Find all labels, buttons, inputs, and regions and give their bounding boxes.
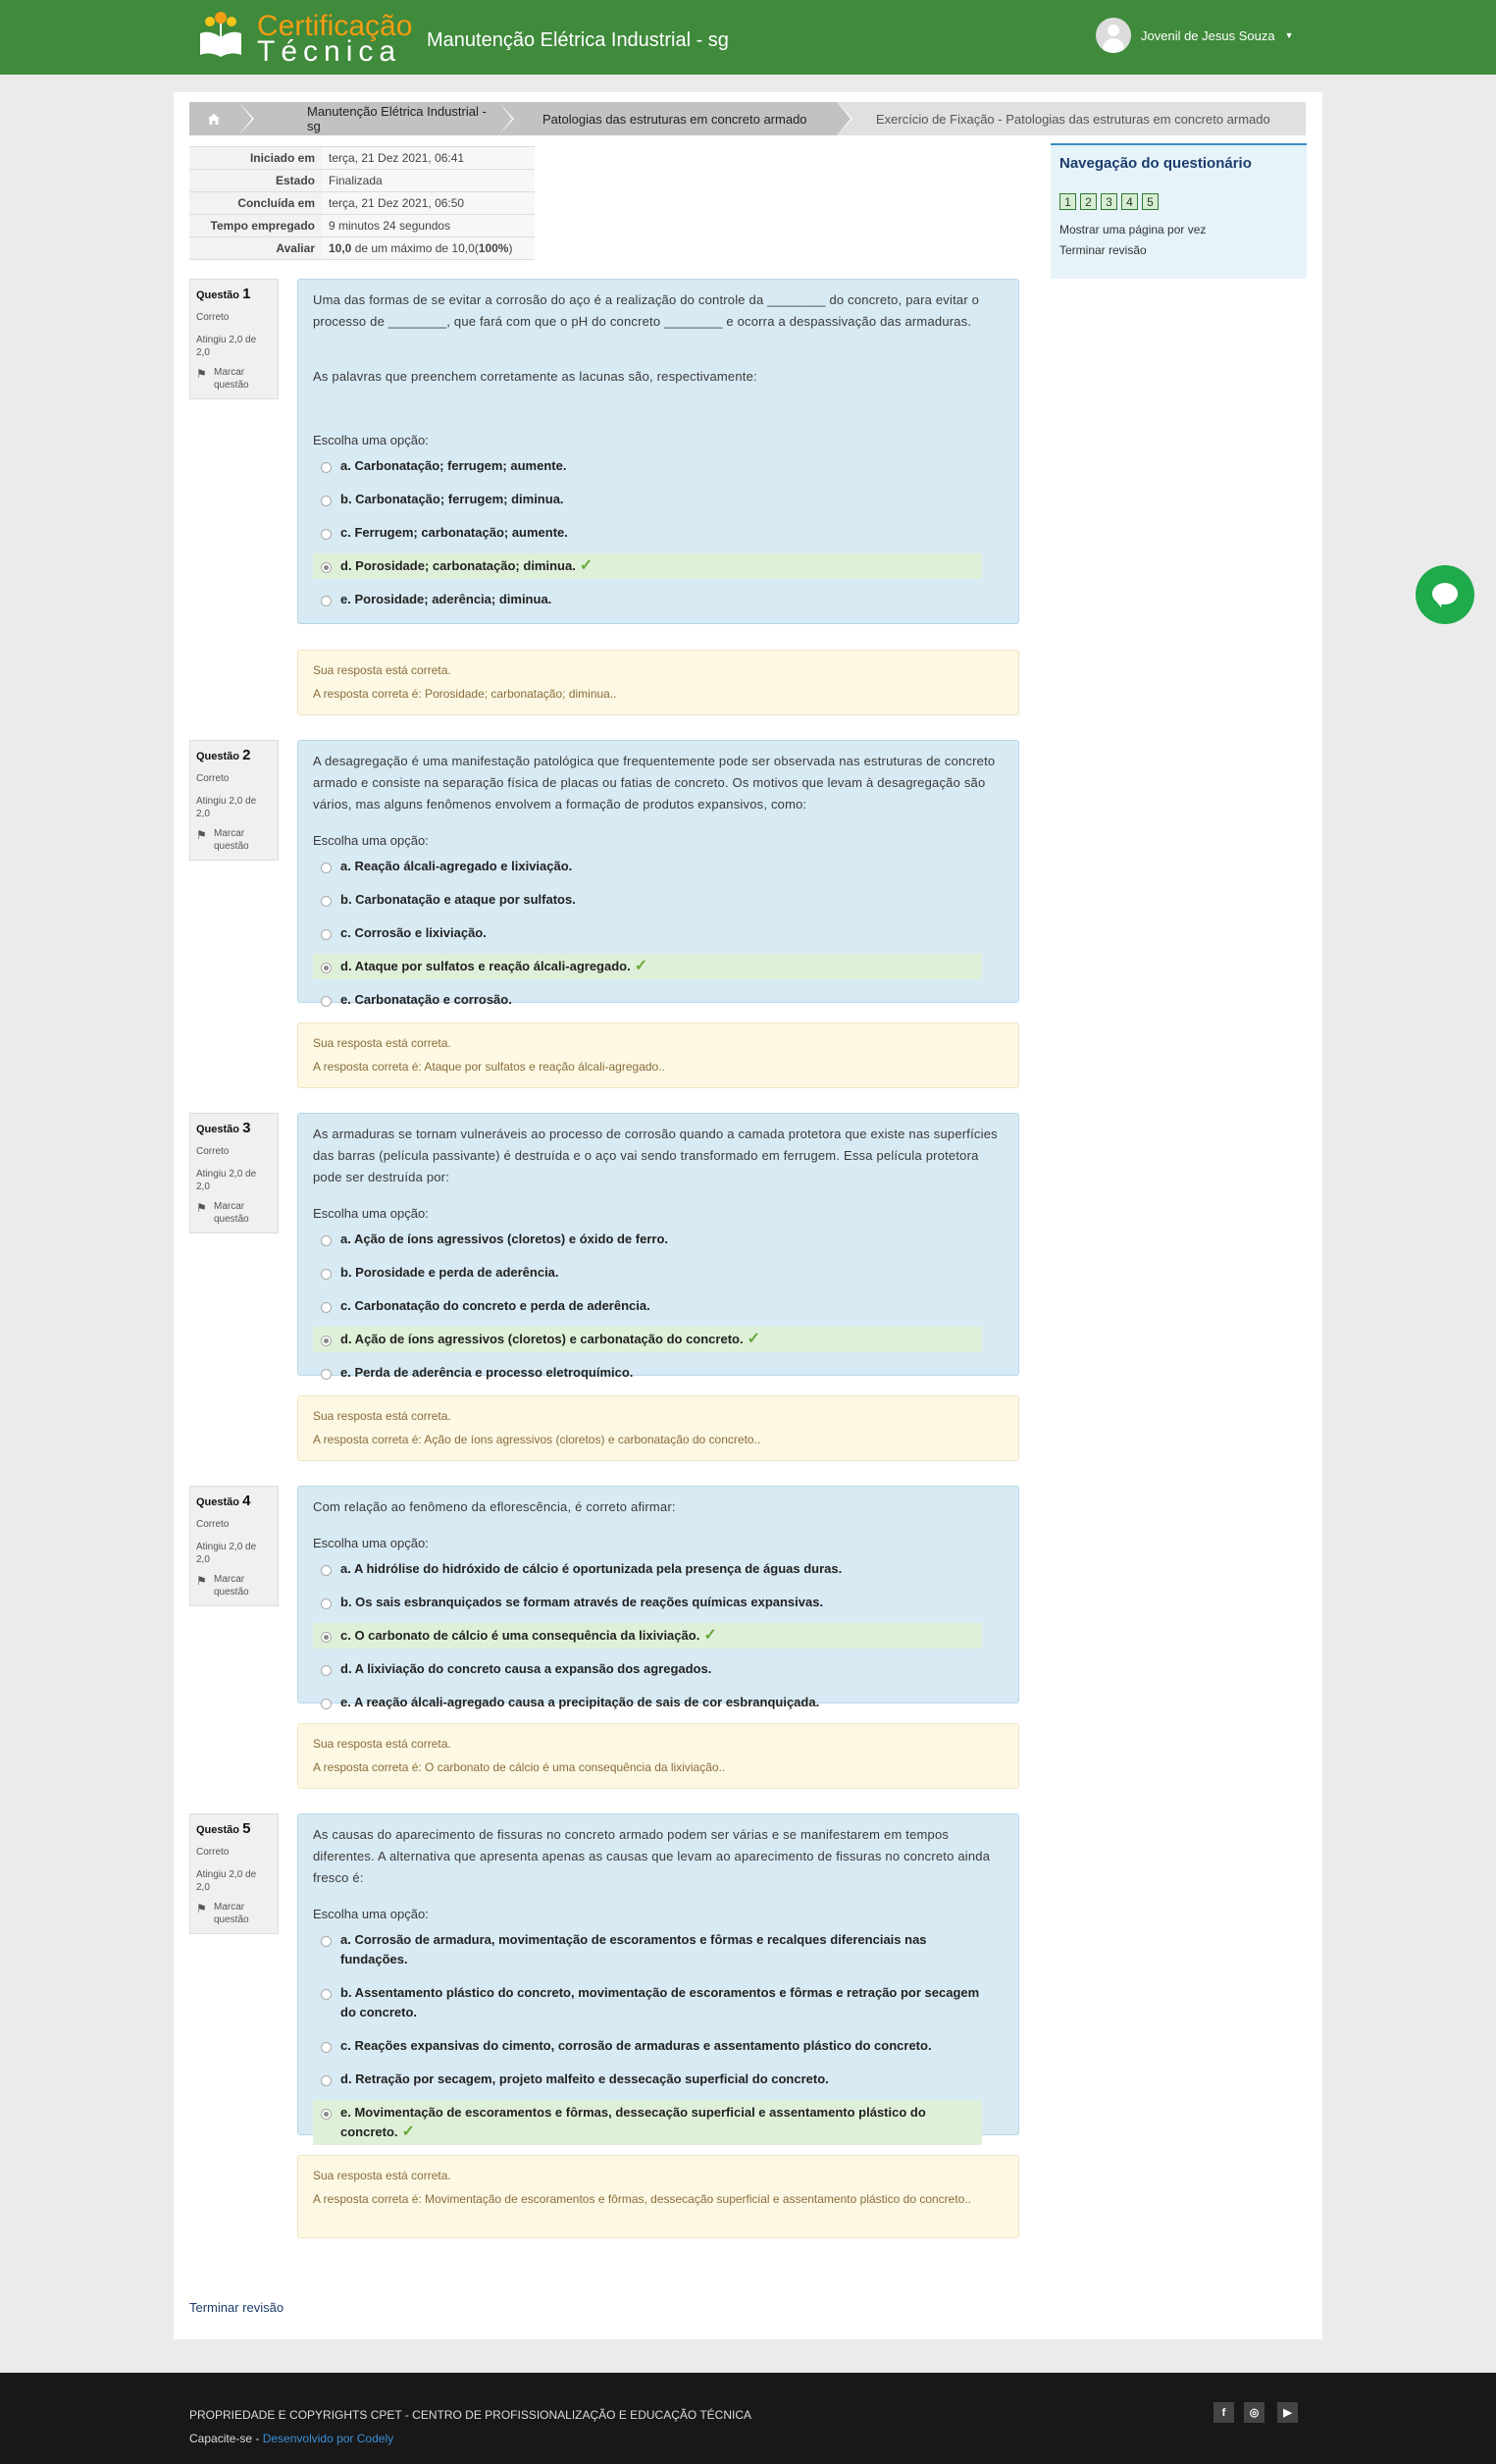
radio-button[interactable] <box>321 1235 332 1246</box>
answer-option-selected[interactable] <box>313 2100 982 2145</box>
option-label: b. Carbonatação; ferrugem; diminua. <box>340 492 564 506</box>
flag-label: Marcar questão <box>214 1200 249 1225</box>
footer-credit <box>189 2432 393 2445</box>
quiz-navigation-block <box>1051 143 1307 279</box>
option-label: c. Corrosão e lixiviação. <box>340 925 487 940</box>
answer-option[interactable] <box>313 1656 982 1682</box>
feedback-status: Sua resposta está correta. <box>313 2169 451 2182</box>
radio-button[interactable] <box>321 1599 332 1609</box>
question-box <box>297 740 1019 1007</box>
answer-option[interactable] <box>313 1590 982 1615</box>
choose-prompt: Escolha uma opção: <box>313 1907 429 1921</box>
summary-row <box>189 147 535 170</box>
feedback-status: Sua resposta está correta. <box>313 1409 451 1423</box>
quiz-nav-button-1[interactable]: 1 <box>1059 193 1076 210</box>
radio-button[interactable] <box>321 1936 332 1947</box>
feedback-box <box>297 1723 1019 1789</box>
grade-value: 10,0 <box>329 241 352 255</box>
option-label: c. Ferrugem; carbonatação; aumente. <box>340 525 568 540</box>
radio-button[interactable] <box>321 462 332 473</box>
quiz-nav-button-4[interactable]: 4 <box>1121 193 1138 210</box>
question-grade: Atingiu 2,0 de 2,0 <box>196 1168 257 1192</box>
option-label: b. Carbonatação e ataque por sulfatos. <box>340 892 576 907</box>
radio-button[interactable] <box>321 2109 332 2120</box>
summary-row <box>189 170 535 192</box>
question-state: Correto <box>196 1847 230 1858</box>
question-label: Questão <box>196 289 240 301</box>
summary-label: Iniciado em <box>189 147 322 170</box>
answer-option[interactable] <box>313 520 982 546</box>
question-state: Correto <box>196 1146 230 1157</box>
feedback-correct-answer: A resposta correta é: Movimentação de escoramentos e fôrmas, dessecação superficial e assentamento plástico do concreto.. <box>313 2192 972 2206</box>
site-logo[interactable] <box>196 6 413 68</box>
footer-copyright: PROPRIEDADE E COPYRIGHTS CPET - CENTRO DE PROFISSIONALIZAÇÃO E EDUCAÇÃO TÉCNICA <box>189 2408 751 2422</box>
answer-option-selected[interactable] <box>313 553 982 579</box>
answer-option[interactable] <box>313 587 982 612</box>
answer-options <box>313 854 1004 1013</box>
avatar <box>1096 18 1131 53</box>
question-label: Questão <box>196 751 240 762</box>
user-menu[interactable] <box>1096 18 1294 53</box>
option-label: e. A reação álcali-agregado causa a precipitação de sais de cor esbranquiçada. <box>340 1695 820 1709</box>
radio-button[interactable] <box>321 529 332 540</box>
check-icon: ✓ <box>579 557 593 574</box>
question-number <box>196 1820 272 1837</box>
answer-option[interactable] <box>313 487 982 512</box>
answer-options <box>313 453 1004 612</box>
question-grade: Atingiu 2,0 de 2,0 <box>196 1541 257 1565</box>
flag-question-button[interactable] <box>196 1573 272 1599</box>
quiz-nav-button-2[interactable]: 2 <box>1080 193 1097 210</box>
radio-button[interactable] <box>321 1369 332 1380</box>
radio-button[interactable] <box>321 1699 332 1709</box>
radio-button[interactable] <box>321 2075 332 2086</box>
flag-question-button[interactable] <box>196 1200 272 1227</box>
radio-button[interactable] <box>321 996 332 1007</box>
answer-option-selected[interactable] <box>313 1327 982 1352</box>
option-label: b. Assentamento plástico do concreto, movimentação de escoramentos e fôrmas e retração por secagem do concreto. <box>340 1985 980 2019</box>
radio-button[interactable] <box>321 1336 332 1346</box>
flag-label: Marcar questão <box>214 1573 249 1598</box>
feedback-status: Sua resposta está correta. <box>313 1036 451 1050</box>
logo-text-line1: Certificação <box>257 10 413 42</box>
option-label: b. Porosidade e perda de aderência. <box>340 1265 559 1280</box>
attempt-summary-table <box>189 146 535 260</box>
question-info <box>189 1486 279 1606</box>
quiz-nav-button-3[interactable]: 3 <box>1101 193 1117 210</box>
question-number-value: 3 <box>242 1120 251 1136</box>
feedback-box <box>297 1395 1019 1461</box>
check-icon: ✓ <box>747 1331 760 1347</box>
answer-option[interactable] <box>313 1227 982 1252</box>
question-paragraph: As armaduras se tornam vulneráveis ao processo de corrosão quando a camada protetora que existe nas superfícies das barras (película passivante) é destruída e o aço vai sendo transformado em ferrugem. Essa película protetora pode ser destruída por: <box>313 1127 998 1184</box>
summary-label: Avaliar <box>189 237 322 260</box>
flag-icon: ⚑ <box>196 1573 207 1588</box>
feedback-box <box>297 1022 1019 1088</box>
question-number <box>196 747 272 763</box>
facebook-icon[interactable]: f <box>1213 2402 1234 2423</box>
finish-review-link[interactable]: Terminar revisão <box>1059 243 1147 257</box>
answer-option[interactable] <box>313 1927 982 1972</box>
radio-button[interactable] <box>321 496 332 506</box>
feedback-status: Sua resposta está correta. <box>313 663 451 677</box>
question-state: Correto <box>196 1519 230 1530</box>
option-label: d. Retração por secagem, projeto malfeito e dessecação superficial do concreto. <box>340 2071 829 2086</box>
answer-option[interactable] <box>313 1556 982 1582</box>
summary-row <box>189 215 535 237</box>
summary-grade <box>322 237 535 260</box>
answer-option-selected[interactable] <box>313 954 982 979</box>
breadcrumb-home[interactable] <box>189 102 238 135</box>
option-label: e. Movimentação de escoramentos e fôrmas, dessecação superficial e assentamento plástico do concreto. <box>340 2105 926 2139</box>
option-label: d. Ataque por sulfatos e reação álcali-agregado. <box>340 959 631 973</box>
caret-down-icon: ▼ <box>1284 30 1294 40</box>
chat-button[interactable] <box>1416 565 1474 624</box>
answer-option[interactable] <box>313 2033 982 2059</box>
question-box <box>297 1486 1019 1709</box>
option-label: c. Carbonatação do concreto e perda de aderência. <box>340 1298 650 1313</box>
radio-button[interactable] <box>321 1302 332 1313</box>
radio-button[interactable] <box>321 963 332 973</box>
answer-options <box>313 1556 1004 1715</box>
radio-button[interactable] <box>321 1565 332 1576</box>
flag-icon: ⚑ <box>196 827 207 842</box>
choose-prompt: Escolha uma opção: <box>313 833 429 848</box>
book-leaf-logo-icon <box>196 10 245 59</box>
answer-option[interactable] <box>313 854 982 879</box>
site-title[interactable]: Manutenção Elétrica Industrial - sg <box>427 29 729 51</box>
quiz-navigation-title: Navegação do questionário <box>1059 155 1252 172</box>
breadcrumb-course[interactable] <box>238 102 498 135</box>
question-box <box>297 1813 1019 2140</box>
question-number <box>196 1493 272 1509</box>
question-paragraph: Com relação ao fenômeno da eflorescência, é correto afirmar: <box>313 1499 676 1514</box>
feedback-correct-answer: A resposta correta é: Ação de íons agressivos (cloretos) e carbonatação do concreto.. <box>313 1433 761 1446</box>
question-box <box>297 1113 1019 1380</box>
answer-option[interactable] <box>313 1980 982 2025</box>
finish-review-bottom-link[interactable]: Terminar revisão <box>189 2300 284 2315</box>
flag-icon: ⚑ <box>196 1901 207 1915</box>
answer-option[interactable] <box>313 887 982 913</box>
question-paragraph: A desagregação é uma manifestação patológica que frequentemente pode ser observada nas estruturas de concreto armado e consiste na separação física de placas ou fatias de concreto. Os motivos que levam à desagregação são vários, mas alguns fenômenos envolvem a formação de produtos expansivos, como: <box>313 754 996 812</box>
answer-option[interactable] <box>313 1360 982 1386</box>
summary-label: Tempo empregado <box>189 215 322 237</box>
option-label: a. Corrosão de armadura, movimentação de escoramentos e fôrmas e recalques diferenciais nas fundações. <box>340 1932 927 1966</box>
flag-question-button[interactable] <box>196 366 272 393</box>
top-navbar <box>0 0 1496 75</box>
quiz-navigation-numbers <box>1059 193 1298 210</box>
question-number-value: 4 <box>242 1493 251 1509</box>
answer-option[interactable] <box>313 1690 982 1715</box>
summary-value: terça, 21 Dez 2021, 06:41 <box>322 147 535 170</box>
question-label: Questão <box>196 1496 240 1508</box>
option-label: a. A hidrólise do hidróxido de cálcio é oportunizada pela presença de águas duras. <box>340 1561 843 1576</box>
chat-bubble-tail <box>1433 598 1443 607</box>
check-icon: ✓ <box>634 958 648 974</box>
flag-label: Marcar questão <box>214 1901 249 1925</box>
flag-icon: ⚑ <box>196 1200 207 1215</box>
option-label: b. Os sais esbranquiçados se formam através de reações químicas expansivas. <box>340 1595 824 1609</box>
answer-options <box>313 1927 1004 2145</box>
question-number-value: 5 <box>242 1820 251 1837</box>
footer-credit-prefix: Capacite-se - <box>189 2432 263 2445</box>
question-number <box>196 1120 272 1136</box>
question-text <box>313 751 1004 815</box>
flag-question-button[interactable] <box>196 827 272 854</box>
feedback-correct-answer: A resposta correta é: Porosidade; carbonatação; diminua.. <box>313 687 617 701</box>
question-grade: Atingiu 2,0 de 2,0 <box>196 334 257 358</box>
option-label: d. Ação de íons agressivos (cloretos) e carbonatação do concreto. <box>340 1332 744 1346</box>
instagram-icon[interactable]: ◎ <box>1244 2402 1264 2423</box>
flag-icon: ⚑ <box>196 366 207 381</box>
summary-value: terça, 21 Dez 2021, 06:50 <box>322 192 535 215</box>
question-number-value: 1 <box>242 286 251 302</box>
feedback-correct-answer: A resposta correta é: O carbonato de cálcio é uma consequência da lixiviação.. <box>313 1760 726 1774</box>
summary-label: Estado <box>189 170 322 192</box>
option-label: c. O carbonato de cálcio é uma consequência da lixiviação. <box>340 1628 700 1643</box>
developer-link[interactable]: Desenvolvido por Codely <box>262 2432 394 2445</box>
question-number-value: 2 <box>242 747 251 763</box>
breadcrumb <box>189 102 1306 135</box>
answer-options <box>313 1227 1004 1386</box>
home-icon <box>208 114 220 125</box>
answer-option[interactable] <box>313 987 982 1013</box>
breadcrumb-course-label: Manutenção Elétrica Industrial - sg <box>307 104 487 133</box>
logo-text-line2: Técnica <box>257 35 402 68</box>
option-label: c. Reações expansivas do cimento, corrosão de armaduras e assentamento plástico do concreto. <box>340 2038 932 2053</box>
radio-button[interactable] <box>321 1632 332 1643</box>
question-grade: Atingiu 2,0 de 2,0 <box>196 1868 257 1893</box>
summary-value: 9 minutos 24 segundos <box>322 215 535 237</box>
option-label: d. A lixiviação do concreto causa a expansão dos agregados. <box>340 1661 712 1676</box>
question-box <box>297 279 1019 624</box>
youtube-icon[interactable]: ▶ <box>1277 2402 1298 2423</box>
option-label: a. Reação álcali-agregado e lixiviação. <box>340 859 573 873</box>
option-label: e. Carbonatação e corrosão. <box>340 992 512 1007</box>
question-label: Questão <box>196 1124 240 1135</box>
main-panel <box>174 92 1322 2339</box>
radio-button[interactable] <box>321 596 332 606</box>
choose-prompt: Escolha uma opção: <box>313 433 429 447</box>
answer-option-selected[interactable] <box>313 1623 982 1649</box>
grade-percent: 100% <box>478 241 509 255</box>
answer-option[interactable] <box>313 2067 982 2092</box>
check-icon: ✓ <box>401 2123 415 2140</box>
summary-value: Finalizada <box>322 170 535 192</box>
answer-option[interactable] <box>313 920 982 946</box>
question-text <box>313 1496 1004 1518</box>
question-info <box>189 279 279 399</box>
question-paragraph: As palavras que preenchem corretamente as lacunas são, respectivamente: <box>313 369 757 384</box>
breadcrumb-current <box>837 102 1270 135</box>
feedback-box <box>297 650 1019 715</box>
option-label: d. Porosidade; carbonatação; diminua. <box>340 558 576 573</box>
feedback-box <box>297 2155 1019 2238</box>
question-grade: Atingiu 2,0 de 2,0 <box>196 795 257 819</box>
grade-close: ) <box>508 241 513 255</box>
question-text <box>313 1824 1004 1889</box>
question-state: Correto <box>196 312 230 323</box>
question-text <box>313 289 1004 388</box>
summary-row <box>189 237 535 260</box>
option-label: e. Perda de aderência e processo eletroquímico. <box>340 1365 634 1380</box>
choose-prompt: Escolha uma opção: <box>313 1206 429 1221</box>
option-label: e. Porosidade; aderência; diminua. <box>340 592 552 606</box>
footer <box>0 2373 1496 2464</box>
answer-option[interactable] <box>313 1260 982 1285</box>
summary-row <box>189 192 535 215</box>
question-paragraph: Uma das formas de se evitar a corrosão do aço é a realização do controle da ________ do concreto, para evitar o processo de ________, que fará com que o pH do concreto ________ e ocorra a despassivação das armaduras. <box>313 292 980 329</box>
radio-button[interactable] <box>321 2042 332 2053</box>
question-info <box>189 1113 279 1233</box>
question-info <box>189 1813 279 1934</box>
question-info <box>189 740 279 861</box>
radio-button[interactable] <box>321 1989 332 2000</box>
option-label: a. Ação de íons agressivos (cloretos) e óxido de ferro. <box>340 1232 669 1246</box>
show-one-page-link[interactable]: Mostrar uma página por vez <box>1059 223 1207 236</box>
question-label: Questão <box>196 1824 240 1836</box>
flag-question-button[interactable] <box>196 1901 272 1927</box>
radio-button[interactable] <box>321 562 332 573</box>
radio-button[interactable] <box>321 896 332 907</box>
question-text <box>313 1124 1004 1188</box>
radio-button[interactable] <box>321 863 332 873</box>
feedback-correct-answer: A resposta correta é: Ataque por sulfatos e reação álcali-agregado.. <box>313 1060 665 1074</box>
breadcrumb-current-label: Exercício de Fixação - Patologias das estruturas em concreto armado <box>876 111 1270 127</box>
question-paragraph: As causas do aparecimento de fissuras no concreto armado podem ser várias e se manifestarem em tempos diferentes. A alternativa que apresenta apenas as causas que levam ao aparecimento de fissuras no concreto ainda fresco é: <box>313 1827 991 1885</box>
summary-label: Concluída em <box>189 192 322 215</box>
grade-rest: de um máximo de 10,0( <box>351 241 479 255</box>
radio-button[interactable] <box>321 929 332 940</box>
flag-label: Marcar questão <box>214 366 249 391</box>
flag-label: Marcar questão <box>214 827 249 852</box>
user-name: Jovenil de Jesus Souza <box>1141 27 1275 43</box>
radio-button[interactable] <box>321 1665 332 1676</box>
breadcrumb-topic-label: Patologias das estruturas em concreto armado <box>542 111 807 127</box>
check-icon: ✓ <box>703 1627 717 1644</box>
feedback-status: Sua resposta está correta. <box>313 1737 451 1751</box>
radio-button[interactable] <box>321 1269 332 1280</box>
answer-option[interactable] <box>313 453 982 479</box>
breadcrumb-topic[interactable] <box>498 102 837 135</box>
question-state: Correto <box>196 773 230 784</box>
choose-prompt: Escolha uma opção: <box>313 1536 429 1550</box>
quiz-nav-button-5[interactable]: 5 <box>1142 193 1159 210</box>
option-label: a. Carbonatação; ferrugem; aumente. <box>340 458 567 473</box>
question-number <box>196 286 272 302</box>
answer-option[interactable] <box>313 1293 982 1319</box>
